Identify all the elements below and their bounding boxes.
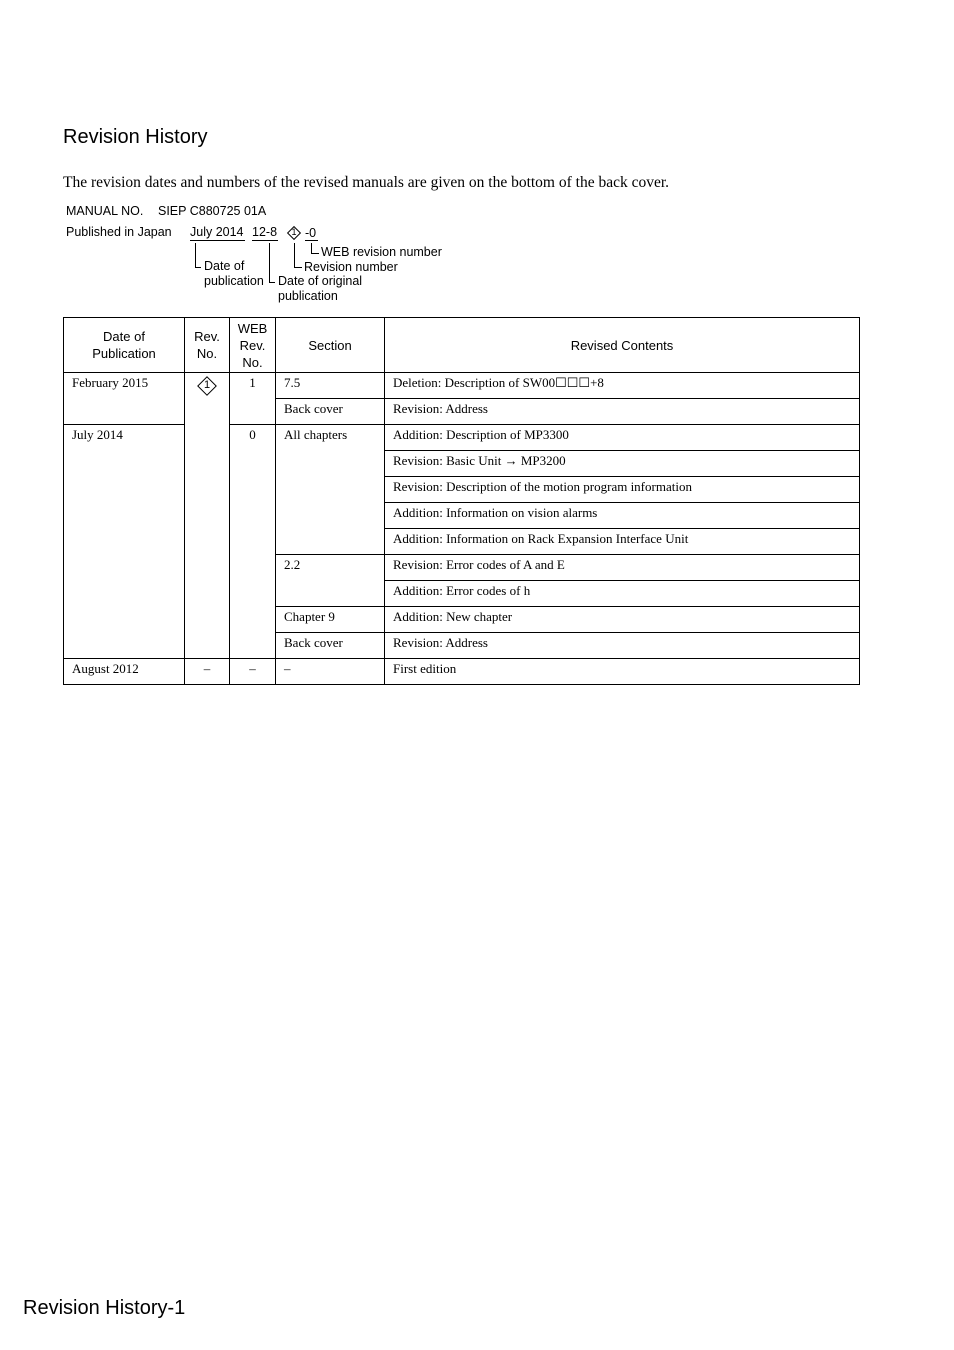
header-web-rev: WEB Rev. No. [230,318,276,373]
leader-line [195,267,201,268]
date-cell: July 2014 [64,425,185,659]
date-cell: February 2015 [64,373,185,425]
web-rev-cell: 1 [230,373,276,425]
content-cell: First edition [385,659,860,685]
section-cell: Back cover [276,399,385,425]
content-cell: Revision: Basic Unit → MP3200 [385,451,860,477]
table-row [64,425,860,451]
leader-line [311,253,319,254]
table-row [64,373,860,399]
page-footer: Revision History-1 [23,1297,186,1319]
content-cell: Addition: Error codes of h [385,581,860,607]
orig-pub-label-2: publication [278,289,338,303]
page-title: Revision History [63,126,208,148]
header-rev: Rev. No. [185,318,230,373]
leader-line [269,243,270,282]
content-cell: Revision: Address [385,633,860,659]
orig-pub-label-1: Date of original [278,274,363,288]
web-rev-label: WEB revision number [321,245,442,259]
section-cell: 7.5 [276,373,385,399]
revision-table [63,317,860,685]
rev-number-label: Revision number [304,260,398,274]
content-cell: Revision: Description of the motion program information [385,477,860,503]
content-cell: Revision: Address [385,399,860,425]
web-rev-cell: – [230,659,276,685]
date-pub-label-1: Date of [204,259,245,273]
section-cell: 2.2 [276,555,385,607]
section-cell: Chapter 9 [276,607,385,633]
leader-line [195,243,196,267]
section-cell: Back cover [276,633,385,659]
table-header-row [64,318,860,373]
leader-line [294,243,295,267]
leader-line [311,243,312,253]
content-cell: Revision: Error codes of A and E [385,555,860,581]
underline [252,240,278,241]
manual-no-label: MANUAL NO. [66,204,144,218]
web-rev-cell: 0 [230,425,276,659]
date-pub-label-2: publication [204,274,264,288]
section-cell: – [276,659,385,685]
underline [190,240,245,241]
table-row [64,659,860,685]
intro-text: The revision dates and numbers of the revised manuals are given on the bottom of the back cover. [63,174,670,191]
content-cell: Addition: Information on vision alarms [385,503,860,529]
rev-cell: 1 [185,373,230,659]
content-cell: Deletion: Description of SW00☐☐☐+8 [385,373,860,399]
legend-orig-date: 12-8 [252,225,278,239]
leader-line [269,282,275,283]
published-label: Published in Japan [66,225,172,239]
manual-number-legend [0,0,954,320]
legend-rev-symbol: 1 [291,227,297,237]
date-cell: August 2012 [64,659,185,685]
legend-date: July 2014 [190,225,244,239]
content-cell: Addition: Information on Rack Expansion Interface Unit [385,529,860,555]
section-cell: All chapters [276,425,385,555]
content-cell: Addition: New chapter [385,607,860,633]
header-date: Date of Publication [64,318,185,373]
header-section: Section [276,318,385,373]
legend-web-suffix: -0 [305,226,317,240]
leader-line [294,267,302,268]
underline [305,240,318,241]
manual-no-value: SIEP C880725 01A [158,204,267,218]
header-contents: Revised Contents [385,318,860,373]
rev-cell: – [185,659,230,685]
content-cell: Addition: Description of MP3300 [385,425,860,451]
